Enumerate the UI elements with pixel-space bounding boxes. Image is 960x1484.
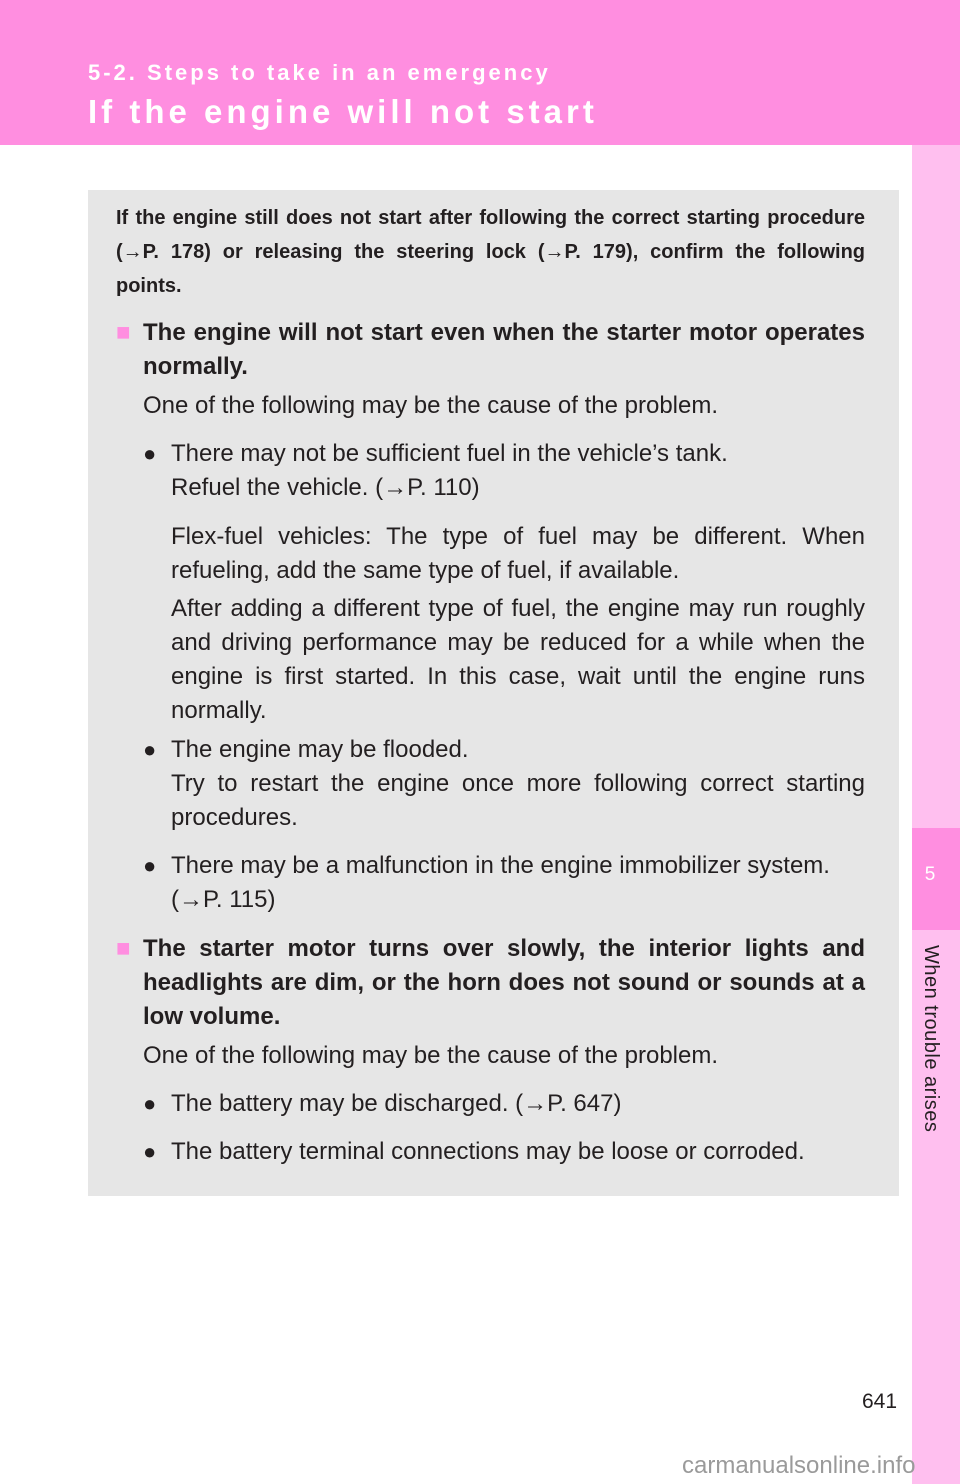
chapter-number: 5	[924, 864, 936, 885]
page-title: If the engine will not start	[88, 93, 598, 130]
bullet-note: After adding a different type of fuel, the engine may run roughly and driving performance may be reduced for a while when the engine is first started. In this case, wait until the engine runs normally.	[171, 595, 865, 724]
section-heading-text: The engine will not start even when the starter motor operates normally.	[143, 319, 865, 380]
page-header	[0, 0, 960, 145]
chapter-label: When trouble arises	[920, 945, 942, 1133]
section-lead: One of the following may be the cause of the problem.	[143, 1042, 719, 1069]
chapter-side-tab	[912, 145, 960, 1484]
square-bullet-icon: ■	[116, 935, 131, 962]
section-heading-text: The starter motor turns over slowly, the interior lights and headlights are dim, or the horn does not sound or sounds at a low volume.	[143, 935, 865, 1030]
bullet-note: Flex-fuel vehicles: The type of fuel may be different. When refueling, add the same type of fuel, if available.	[171, 523, 865, 584]
round-bullet-icon: ●	[143, 441, 157, 466]
page-number: 641	[862, 1390, 898, 1413]
section-lead: One of the following may be the cause of the problem.	[143, 392, 719, 419]
bullet-detail: (→P. 115)	[171, 886, 276, 913]
bullet-detail: Refuel the vehicle. (→P. 110)	[171, 474, 480, 501]
round-bullet-icon: ●	[143, 853, 157, 878]
bullet-text: The battery may be discharged. (→P. 647)	[171, 1090, 622, 1117]
round-bullet-icon: ●	[143, 737, 157, 762]
watermark: carmanualsonline.info	[682, 1452, 916, 1479]
bullet-text: There may not be sufficient fuel in the vehicle’s tank.	[171, 440, 728, 467]
round-bullet-icon: ●	[143, 1091, 157, 1116]
section-heading-1	[116, 316, 865, 384]
intro-text: If the engine still does not start after following the correct starting procedure (→P. 178) or releasing the steering lock (→P. 179), confirm the following points.	[116, 207, 865, 297]
bullet-text: The engine may be flooded.	[171, 736, 469, 763]
bullet-text: The battery terminal connections may be loose or corroded.	[171, 1138, 805, 1165]
round-bullet-icon: ●	[143, 1139, 157, 1164]
section-heading-2	[116, 932, 865, 1034]
bullet-detail: Try to restart the engine once more following correct starting procedures.	[171, 770, 865, 831]
bullet-text: There may be a malfunction in the engine immobilizer system.	[171, 852, 830, 879]
square-bullet-icon: ■	[116, 319, 131, 346]
section-label: 5-2. Steps to take in an emergency	[88, 60, 551, 85]
